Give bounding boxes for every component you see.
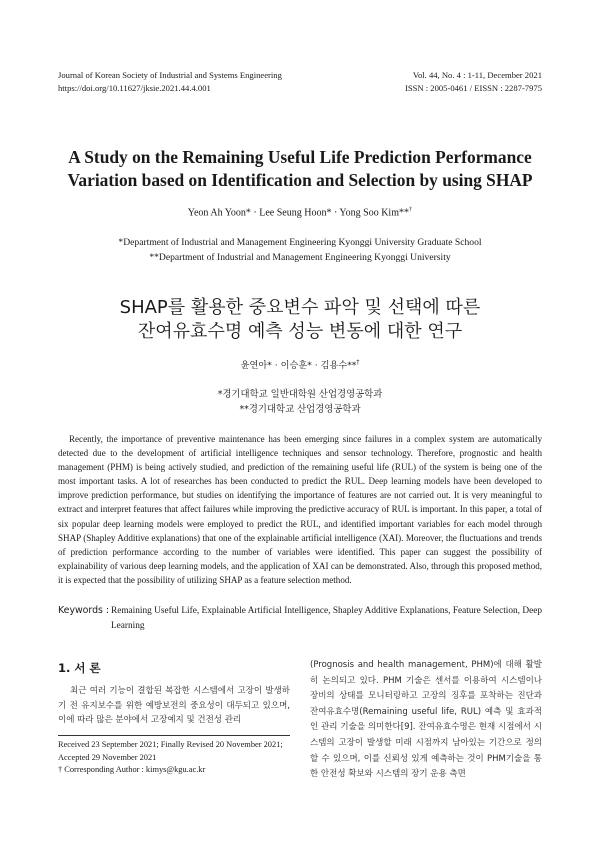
- footnotes: [58, 739, 290, 777]
- doi-link[interactable]: https://doi.org/10.11627/jksie.2021.44.4.001: [58, 82, 211, 93]
- english-author-names: Yeon Ah Yoon* · Lee Seung Hoon* · Yong Soo Kim**: [187, 207, 409, 219]
- footnote-divider: [58, 735, 290, 736]
- english-title-line-1: A Study on the Remaining Useful Life Prediction Performance: [68, 147, 532, 167]
- korean-affiliations: [0, 387, 600, 417]
- volume-info: Vol. 44, No. 4 : 1-11, December 2021: [412, 70, 542, 80]
- keywords-list: Remaining Useful Life, Explainable Artificial Intelligence, Shapley Additive Explanations, Feature Selection, Deep Learning: [111, 606, 542, 631]
- korean-affiliation-2: **경기대학교 산업경영공학과: [239, 404, 361, 415]
- korean-title-line-1: SHAP를 활용한 중요변수 파악 및 선택에 따른: [119, 297, 481, 318]
- abstract: Recently, the importance of preventive maintenance has been emerging since failures in a complex system are automatically detected due to the development of artificial intelligence techniques and sensor technology. Therefore, prognostic and health management (PHM) is being actively studied, and prediction of the remaining useful life (RUL) of the system is being one of the most important tasks. A lot of researches has been conducted to predict the RUL. Deep learning models have been developed to improve prediction performance, but studies on identifying the importance of features are not carried out. It is very meaningful to extract and interpret features that affect failures while improving the predictive accuracy of RUL is important. In this paper, a total of six popular deep learning models were employed to predict the RUL, and identified important variables for each model through SHAP (Shapley Additive explanations) that one of the explainable artificial intelligence (XAI). Moreover, the fluctuations and trends of prediction performance according to the number of variables were identified. This paper can suggest the possibility of explainability of various deep learning models, and the application of XAI can be demonstrated. Also, through this proposed method, it is expected that the possibility of utilizing SHAP as a feature selection method.: [58, 434, 542, 585]
- corresponding-mark: †: [409, 206, 413, 213]
- section-heading: 1. 서 론: [58, 661, 101, 675]
- korean-authors: [0, 357, 600, 371]
- korean-title-line-2: 잔여유효수명 예측 성능 변동에 대한 연구: [137, 321, 463, 342]
- journal-name: Journal of Korean Society of Industrial and Systems Engineering: [58, 70, 282, 80]
- intro-paragraph-right: (Prognosis and health management, PHM)에 대해 활발히 논의되고 있다. PHM 기술은 센서를 이용하여 시스템이나 장비의 상태를 모니터링하고 고장의 징후를 포착하는 진단과 잔여유효수명(Remaining useful life, RUL) 예측 및 효과적인 관리 기술을 의미한다[9]. 잔여유효수명은 현재 시점에서 시스템의 고장이 발생할 미래 시점까지 남아있는 기간으로 정의할 수 있으며, 이를 신뢰성 있게 예측하는 것이 PHM기술을 통한 안전성 확보와 시스템의 장기 운용 측면: [310, 660, 542, 780]
- issn-info: ISSN : 2005-0461 / EISSN : 2287-7975: [404, 82, 542, 93]
- journal-header-right: [405, 69, 542, 94]
- english-affiliation-2: **Department of Industrial and Management Engineering Kyonggi University: [149, 251, 451, 263]
- english-affiliations: [0, 236, 600, 265]
- intro-paragraph-left: 최근 여러 기능이 결합된 복잡한 시스템에서 고장이 발생하기 전 유지보수를 위한 예방보전의 중요성이 대두되고 있으며, 이에 따라 많은 분야에서 고장예지 및 건전성 관리: [58, 686, 290, 725]
- korean-affiliation-1: *경기대학교 일반대학원 산업경영공학과: [217, 389, 383, 400]
- journal-header-left: [58, 69, 282, 94]
- korean-author-names: 윤연아* · 이승훈* · 김용수**: [240, 360, 357, 371]
- english-affiliation-1: *Department of Industrial and Management Engineering Kyonggi University Graduate School: [118, 237, 482, 248]
- korean-corresponding-mark: †: [356, 358, 360, 366]
- english-authors: [0, 206, 600, 218]
- keywords-label: Keywords :: [58, 605, 110, 616]
- english-title-line-2: Variation based on Identification and Selection by using SHAP: [67, 170, 533, 190]
- english-title: [0, 146, 600, 192]
- korean-title: [0, 296, 600, 344]
- received-dates: Received 23 September 2021; Finally Revised 20 November 2021;: [58, 740, 283, 749]
- corresponding-author: † Corresponding Author : kimys@kgu.ac.kr: [58, 765, 206, 775]
- accepted-date: Accepted 29 November 2021: [58, 752, 157, 762]
